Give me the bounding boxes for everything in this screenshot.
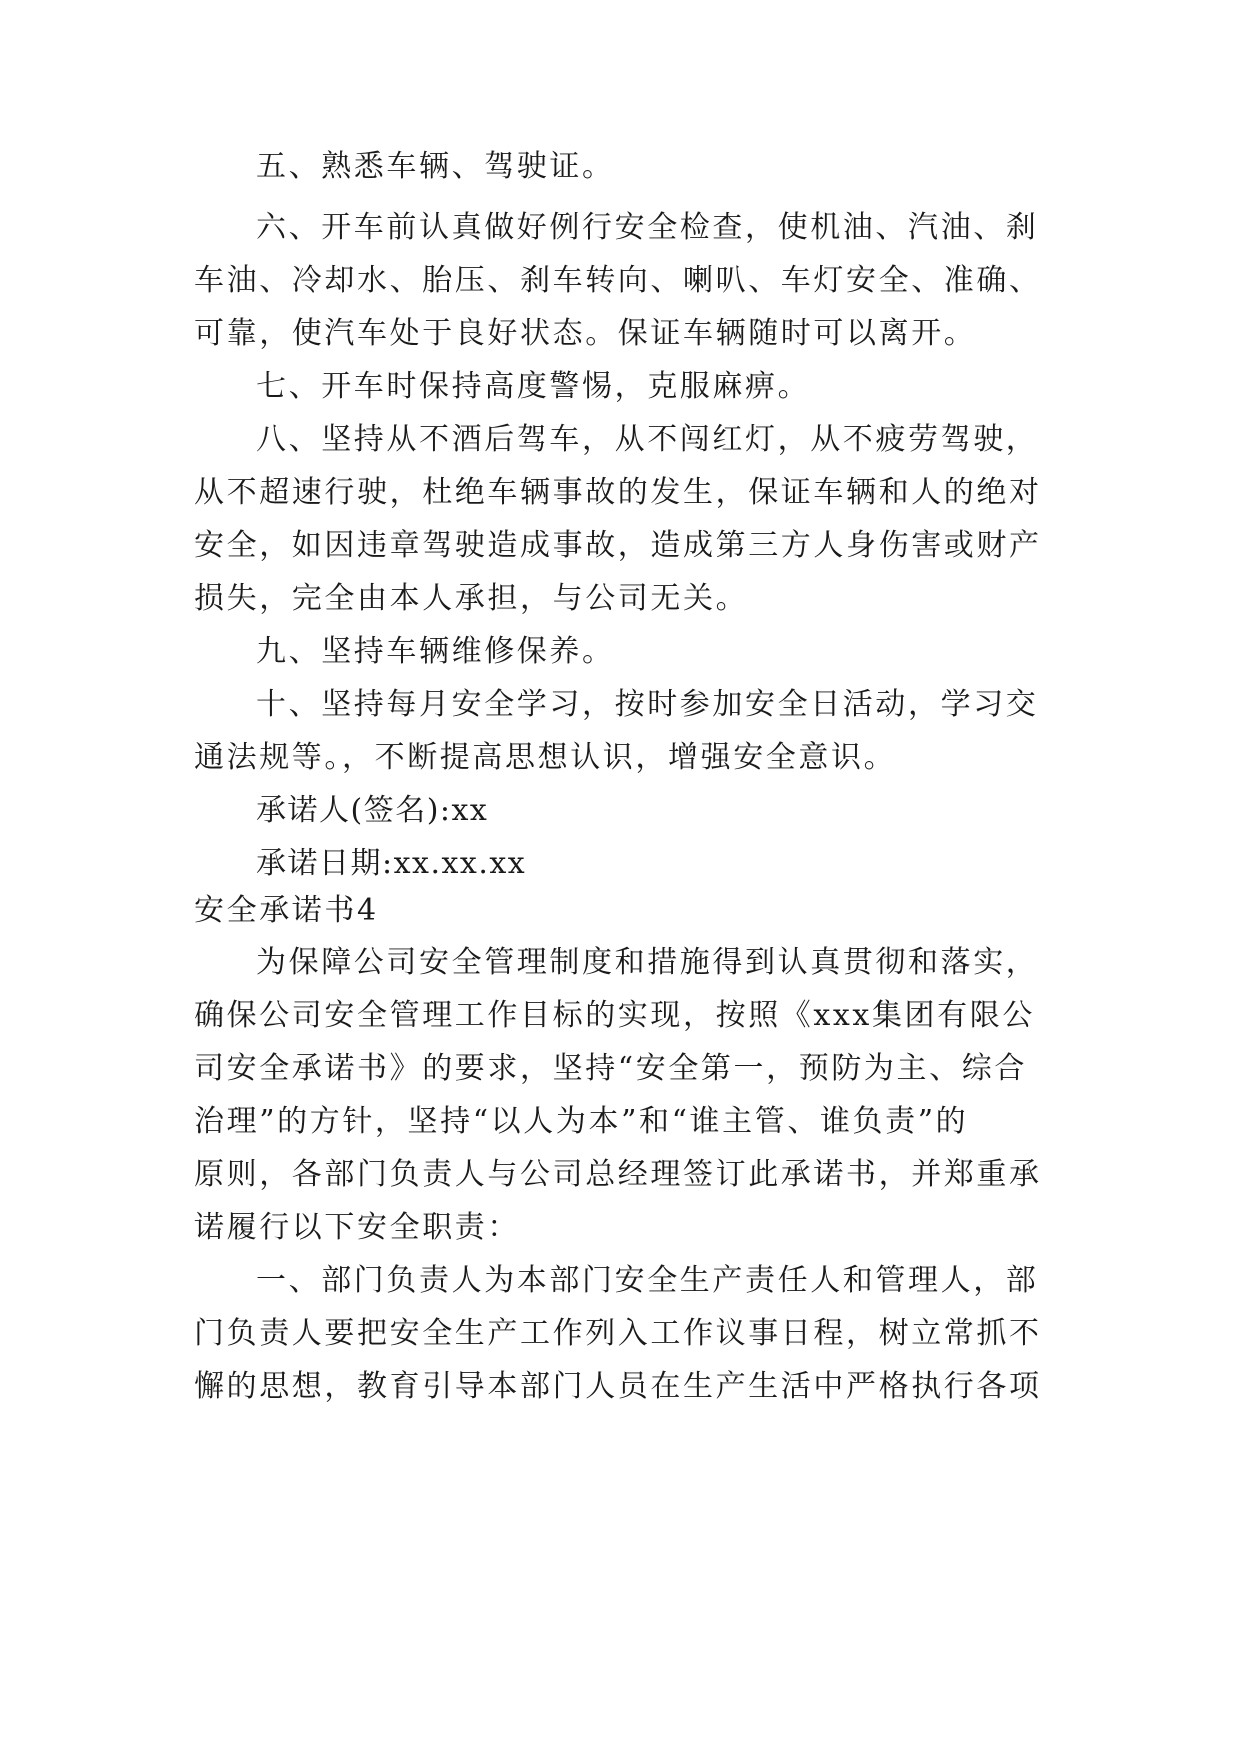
paragraph-line: 司安全承诺书》的要求，坚持“安全第一，预防为主、综合	[194, 1051, 1027, 1086]
paragraph-line: 懈的思想，教育引导本部门人员在生产生活中严格执行各项	[194, 1369, 1042, 1404]
paragraph-line: 六、开车前认真做好例行安全检查，使机油、汽油、刹	[256, 210, 1039, 245]
paragraph-line: 九、坚持车辆维修保养。	[256, 634, 615, 669]
paragraph-line: 七、开车时保持高度警惕，克服麻痹。	[256, 369, 811, 404]
paragraph-line: 车油、冷却水、胎压、刹车转向、喇叭、车灯安全、准确、	[194, 263, 1042, 298]
paragraph-line: 五、熟悉车辆、驾驶证。	[256, 149, 615, 184]
paragraph-line: 确保公司安全管理工作目标的实现，按照《xxx集团有限公	[194, 998, 1035, 1033]
paragraph-line: 一、部门负责人为本部门安全生产责任人和管理人，部	[256, 1263, 1039, 1298]
paragraph-line: 原则，各部门负责人与公司总经理签订此承诺书，并郑重承	[194, 1157, 1042, 1192]
signature-line: 承诺人(签名):xx	[256, 793, 489, 828]
paragraph-line: 可靠，使汽车处于良好状态。保证车辆随时可以离开。	[194, 316, 977, 351]
paragraph-line: 十、坚持每月安全学习，按时参加安全日活动，学习交	[256, 687, 1039, 722]
paragraph-line: 治理”的方针，坚持“以人为本”和“谁主管、谁负责”的	[194, 1104, 969, 1139]
paragraph-line: 从不超速行驶，杜绝车辆事故的发生，保证车辆和人的绝对	[194, 475, 1042, 510]
paragraph-line: 八、坚持从不酒后驾车，从不闯红灯，从不疲劳驾驶，	[256, 422, 1039, 457]
paragraph-line: 诺履行以下安全职责：	[194, 1210, 520, 1245]
paragraph-line: 为保障公司安全管理制度和措施得到认真贯彻和落实，	[256, 945, 1039, 980]
paragraph-line: 通法规等。，不断提高思想认识，增强安全意识。	[194, 740, 897, 775]
section-heading: 安全承诺书4	[194, 893, 379, 928]
paragraph-line: 损失，完全由本人承担，与公司无关。	[194, 581, 749, 616]
paragraph-line: 门负责人要把安全生产工作列入工作议事日程，树立常抓不	[194, 1316, 1042, 1351]
paragraph-line: 安全，如因违章驾驶造成事故，造成第三方人身伤害或财产	[194, 528, 1042, 563]
date-line: 承诺日期:xx.xx.xx	[256, 846, 527, 881]
